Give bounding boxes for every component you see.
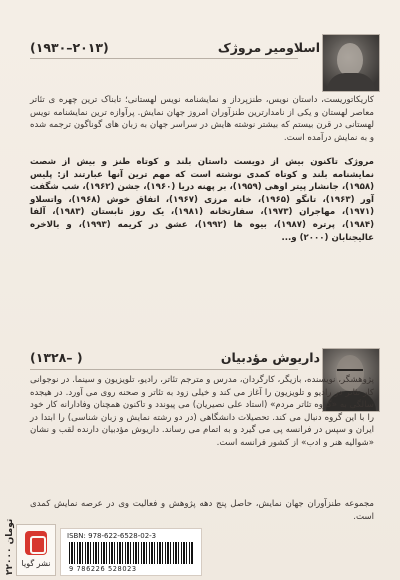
author1-works-text: مروژک تاکنون بیش از دویست داستان بلند و کوتاه طنز و بیش از شصت نمایشنامه بلند و کوتاه کمدی نوشته است که مهم ترین آنها عبارتند از: پلیس (۱۹۵۸)، جانشار پیتر اوهی (۱۹۵۹)، بر پهنه دریا (۱۹۶۰)، جشن (۱۹۶۲)، شب شگفت آور (۱۹۶۳)، تانگو (۱۹۶۵)، خانه مرزی (۱۹۶۷)، اتفاق خوش (۱۹۶۸)، واتسلاو (۱۹۷۱)، مهاجران (۱۹۷۳)، سفارتخانه (۱۹۸۱)، یک روز تابستان (۱۹۸۳)، آلفا (۱۹۸۴)، پرتره (۱۹۸۷)، بیوه ها (۱۹۹۲)، عشق در کریمه (۱۹۹۳)، و بالاخره عالیجنابان (۲۰۰۰) و...: [30, 157, 374, 243]
author2-dates: (۱۳۲۸– ): [30, 350, 83, 365]
portrait-face: [337, 43, 363, 77]
author2-name: داریوش مؤدبیان: [220, 350, 320, 365]
author2-heading: [30, 350, 320, 366]
author1-bio: کاریکاتوریست، داستان نویس، طنزپرداز و نمایشنامه نویس لهستانی؛ تابناک ترین چهره ی تئاتر معاصر لهستان و یکی از نامدارترین طنزآوران امروز جهان نمایش. پرآوازه ترین نمایشنامه نویس لهستانی در قرن بیستم که بیشتر نوشته هایش در سراسر جهان به زبان های گوناگون ترجمه شده و به نمایش درآمده است.: [30, 95, 374, 143]
barcode-number: 9 786226 528023: [69, 565, 137, 573]
publisher-logo-text: نشر گویا: [21, 559, 51, 568]
author2-bio: پژوهشگر، نویسنده، بازیگر، کارگردان، مدرس و مترجم تئاتر، رادیو، تلویزیون و سینما. در نوجوانی کار تئاتر در رادیو و تلویزیون را آغاز می کند و خیلی زود به تئاتر و صحنه روی می آورد. در هیجده سالگی به «گروه تئاتر مردم» (استاد علی نصیریان) می پیوندد و تاکنون همچنان وفادارانه کار خود را با این گروه دنبال می کند. تحصیلات دانشگاهی (در دو رشته نمایش و زبان شناسی) را ابتدا در ایران و سپس در فرانسه پی می گیرد و به اتمام می رساند. داریوش مؤدبیان دارنده لقب و نشان «شوالیه هنر و ادب» از کشور فرانسه است.: [30, 375, 374, 448]
barcode-icon: [69, 542, 193, 564]
author-photo-mrozek: [322, 34, 380, 92]
author1-dates: (۱۹۳۰–۲۰۱۳): [30, 40, 109, 55]
author1-heading: [30, 40, 320, 56]
isbn-barcode: [60, 528, 202, 576]
author2-divider: [30, 369, 298, 370]
author1-divider: [30, 58, 298, 59]
isbn-label: ISBN: 978-622-6528-02-3: [67, 532, 157, 540]
publisher-logo: [16, 524, 56, 576]
price-label: [2, 518, 16, 580]
price-text: ۲۲۰۰۰ تومان: [5, 518, 15, 575]
author1-works: [30, 156, 374, 244]
author1-name: اسلاومیر مروژک: [217, 40, 320, 55]
publisher-mark-icon: [25, 531, 47, 555]
portrait-shoulders: [327, 73, 375, 91]
author2-extra: مجموعه طنزآوران جهان نمایش، حاصل پنج دهه پژوهش و فعالیت وی در عرصه نمایش کمدی است.: [30, 499, 374, 522]
